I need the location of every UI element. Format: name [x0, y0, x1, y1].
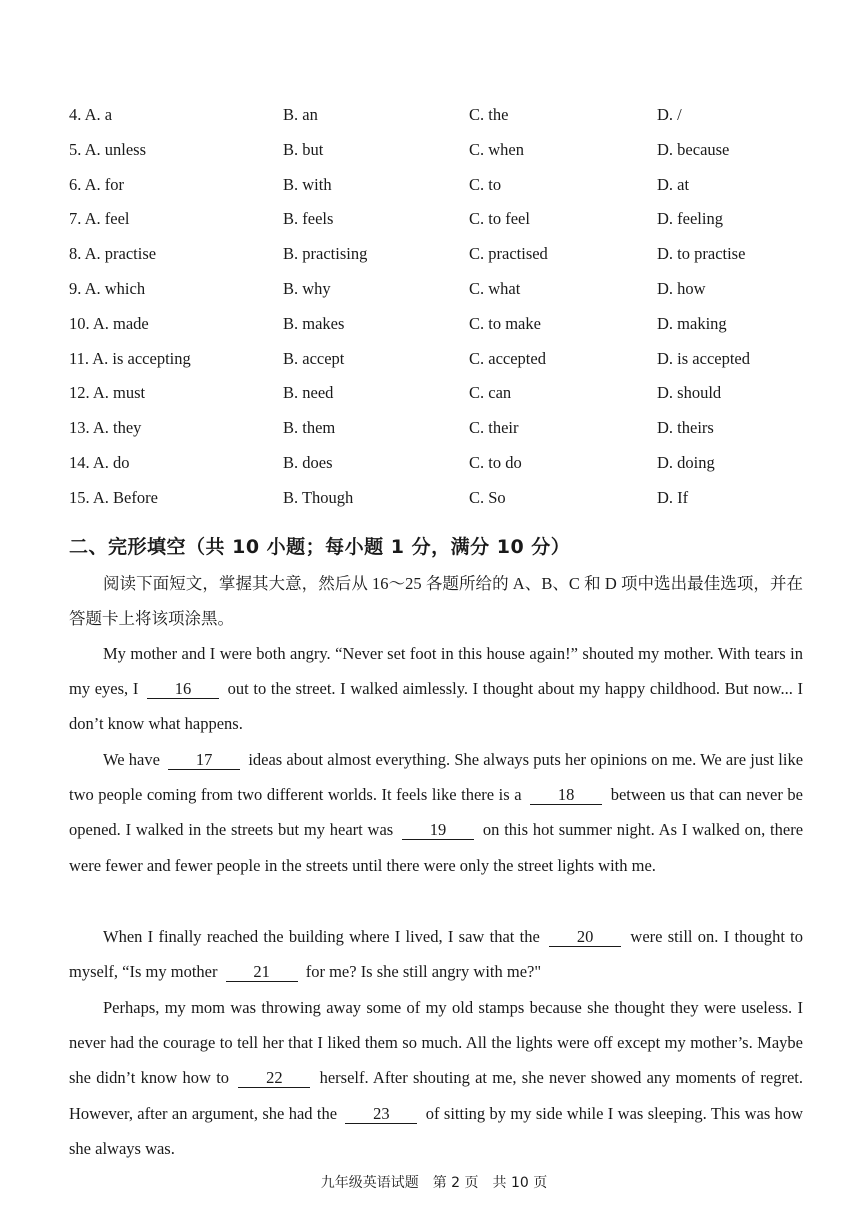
- option-a: 11. A. is accepting: [69, 348, 191, 368]
- paragraph-text: We have: [103, 750, 160, 769]
- option-d: D. because: [657, 139, 730, 159]
- option-row: [69, 278, 829, 313]
- passage-paragraph-2: [69, 742, 803, 883]
- option-a: 4. A. a: [69, 105, 113, 124]
- option-b: B. why: [283, 278, 331, 298]
- blank-23: 23: [345, 1105, 417, 1124]
- option-b: B. need: [283, 383, 334, 403]
- option-d: D. feeling: [657, 209, 723, 229]
- paragraph-text: out to the street. I walked aimlessly. I thought about my happy childhood. But now... I don’t know what happens.: [69, 679, 804, 734]
- option-d: D. how: [657, 278, 706, 298]
- option-d: D. at: [657, 174, 690, 194]
- option-a: 5. A. unless: [69, 139, 147, 159]
- option-a: 9. A. which: [69, 278, 146, 298]
- option-row: [69, 452, 829, 487]
- passage-paragraph-1: [69, 636, 803, 742]
- blank-22: 22: [238, 1069, 310, 1088]
- paragraph-text: Perhaps, my mom was throwing away some of my old stamps because she thought they were useless. I never had the courage to tell her that I liked them so much. All the lights were off except my mother’s. Maybe she didn’t know how to: [69, 998, 803, 1088]
- option-c: C. practised: [469, 244, 548, 264]
- option-b: B. but: [283, 139, 324, 159]
- paragraph-text: When I finally reached the building where I lived, I saw that the: [103, 927, 540, 946]
- blank-18: 18: [530, 786, 602, 805]
- option-b: B. an: [283, 105, 318, 124]
- paragraph-text: were still on. I thought to myself, “Is my mother: [69, 927, 804, 982]
- option-b: B. practising: [283, 244, 368, 264]
- option-b: B. with: [283, 174, 332, 194]
- blank-17: 17: [168, 751, 240, 770]
- blank-20: 20: [549, 928, 621, 947]
- option-c: C. to feel: [469, 209, 530, 229]
- option-b: B. feels: [283, 209, 334, 229]
- blank-16: 16: [147, 680, 219, 699]
- option-c: C. to make: [469, 313, 541, 333]
- instructions: 阅读下面短文，掌握其大意，然后从 16～25 各题所给的 A、B、C 和 D 项中选出最佳选项，并在答题卡上将该项涂黑。: [69, 574, 803, 629]
- paragraph-text: herself. After shouting at me, she never showed any moments of regret. However, after an argument, she had the: [69, 1068, 804, 1123]
- paragraph-text: between us that can never be opened. I walked in the streets but my heart was: [69, 785, 803, 840]
- option-a: 10. A. made: [69, 313, 149, 333]
- option-a: 15. A. Before: [69, 487, 158, 507]
- option-b: B. Though: [283, 487, 354, 507]
- passage-paragraph-3: [69, 919, 803, 989]
- section-title: 二、完形填空（共 10 小题；每小题 1 分，满分 10 分）: [69, 536, 571, 558]
- option-c: C. the: [469, 105, 509, 124]
- option-c: C. So: [469, 487, 506, 507]
- option-d: D. theirs: [657, 418, 714, 438]
- option-c: C. their: [469, 418, 519, 438]
- passage-paragraph-4: [69, 990, 803, 1166]
- option-c: C. accepted: [469, 348, 546, 368]
- option-d: D. making: [657, 313, 727, 333]
- option-c: C. what: [469, 278, 521, 298]
- paragraph-text: on this hot summer night. As I walked on, there were fewer and fewer people in the streets until there were only the street lights with me.: [69, 820, 804, 875]
- paragraph-text: My mother and I were both angry. “Never set foot in this house again!” shouted my mother. With tears in my eyes, I: [69, 644, 803, 699]
- option-d: D. is accepted: [657, 348, 750, 368]
- option-a: 12. A. must: [69, 383, 146, 403]
- option-c: C. when: [469, 139, 524, 159]
- option-b: B. makes: [283, 313, 345, 333]
- option-c: C. to: [469, 174, 502, 194]
- option-a: 6. A. for: [69, 174, 124, 194]
- paragraph-text: for me? Is she still angry with me?": [305, 962, 542, 982]
- option-d: D. should: [657, 383, 722, 403]
- option-b: B. accept: [283, 348, 345, 368]
- option-b: B. does: [283, 452, 333, 472]
- paragraph-text: ideas about almost everything. She always puts her opinions on me. We are just like two people coming from two different worlds. It feels like there is a: [69, 750, 804, 805]
- option-b: B. them: [283, 418, 336, 438]
- blank-19: 19: [402, 821, 474, 840]
- option-a: 13. A. they: [69, 418, 142, 438]
- option-row: [69, 313, 829, 348]
- option-row: [69, 104, 829, 139]
- option-row: [69, 174, 829, 209]
- option-row: [69, 348, 829, 383]
- option-row: [69, 382, 829, 417]
- paragraph-text: of sitting by my side while I was sleeping. This was how she always was.: [69, 1103, 804, 1158]
- option-row: [69, 243, 829, 278]
- blank-21: 21: [226, 963, 298, 982]
- option-row: [69, 487, 829, 522]
- option-a: 8. A. practise: [69, 244, 157, 264]
- option-c: C. to do: [469, 452, 522, 472]
- option-a: 14. A. do: [69, 452, 130, 472]
- option-c: C. can: [469, 383, 512, 403]
- answer-options-list: [69, 104, 829, 522]
- option-d: D. to practise: [657, 244, 746, 264]
- page-footer: 九年级英语试题 第 2 页 共 10 页: [320, 1175, 548, 1191]
- option-row: [69, 417, 829, 452]
- option-row: [69, 208, 829, 243]
- option-a: 7. A. feel: [69, 209, 130, 229]
- option-d: D. /: [657, 105, 682, 124]
- option-d: D. If: [657, 487, 689, 507]
- option-row: [69, 139, 829, 174]
- option-d: D. doing: [657, 452, 715, 472]
